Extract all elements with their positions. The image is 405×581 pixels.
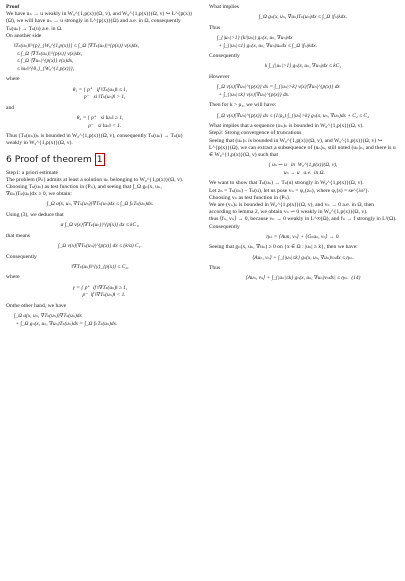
equation: α ∫_Ω v(x)|∇Tₖ(uₙ)|^{p(x)} dx ≤ kC₁, [60, 222, 140, 229]
equation: θ₂ = { p⁺ si ‖uₙ‖ ≥ 1, p⁻ si ‖uₙ‖ < 1. [76, 114, 124, 129]
paragraph: Using (3), we deduce that [6, 211, 64, 218]
paragraph: thus ⟨fₙ, vₙ⟩ → 0, because vₙ → 0 weakly in L^∞(Ω), and fₙ → f strongly in L¹(Ω). [209, 216, 397, 223]
paragraph: However [209, 73, 230, 80]
paragraph: On another side [6, 32, 42, 39]
equation: ∫_Ω v(x)|∇uₙ|^{p(x)} dx ≤ (1/ρ₂) ∫_{|uₙ|>k} gₙ(x, uₙ, ∇uₙ)dx + C₂ ≤ C₄ [217, 112, 369, 119]
paragraph: Then for k > ρ₁, we will have: [209, 102, 277, 109]
right-column [209, 4, 397, 286]
paragraph: Consequently [209, 223, 240, 230]
paragraph: Seeing that (uₙ)ₙ is bounded in W₀^{1,p(x)}(Ω, v), and W₀^{1,p(x)}(Ω, v) ↪ L^{p(x)}(Ω), we can extract a subsequence of (uₙ)ₙ, still noted (uₙ)ₙ, and there is u ∈ W₀^{1,p(x)}(Ω, v) such that [209, 137, 396, 158]
equation: ηₗₙ = ⟨Aun, vₙ⟩ + ⟨Gₙuₙ, vₙ⟩ → 0. [266, 233, 340, 240]
section-title: Proof of theorem [14, 153, 92, 165]
equation: ‖∇Tₖ(uₙ)‖^{γ}_{p(x)} ≤ C₂, [71, 263, 129, 270]
equation: { uₙ ⇀ u in W₀^{1,p(x)}(Ω, v), uₙ → u a.e. in Ω. [268, 162, 338, 176]
left-column [6, 4, 194, 331]
paragraph: Thus [209, 265, 221, 272]
equation: ∫_{|uₙ|>1} (k/|uₙ|) gₙ(x, uₙ, ∇uₙ)dx + ∫_{|uₙ|≤1} gₙ(x, uₙ, ∇uₙ)uₙdx ≤ ∫_Ω |fₙ|kdx. [217, 35, 317, 49]
paragraph: The problem (Pₙ) admits at least a solution uₙ belonging to W₀^{1,p(x)}(Ω, v). Choosing Tₖ(uₙ) as test function in (Pₙ), and seeing that ∫_Ω gₙ(x, uₙ, ∇uₙ)Tₖ(uₙ)dx ≥ 0, we obtain: [6, 176, 184, 198]
paragraph: We are (vₙ)ₙ is bounded in W₀^{1,p(x)}(Ω, v), and vₙ → 0 a.e. in Ω, then according to lemma 2, we obtain vₙ ⇀ 0 weakly in W₀^{1,p(x)}(Ω, v). [209, 201, 374, 216]
equation: ∫_Ω a(x, uₙ, ∇Tₖ(uₙ))∇Tₖ(uₙ)dx ≤ ∫_Ω fₙTₖ(uₙ)dx. [46, 201, 154, 208]
equation: k ∫_{|uₙ|>1} gₙ(x, uₙ, ∇uₙ)dx ≤ kC₁ [264, 63, 342, 70]
paragraph: Choosing vₙ as test function in (Pₙ). [209, 194, 291, 201]
paragraph: Thus [209, 24, 221, 31]
equation: ⟨Auₙ, vₙ⟩ + ∫_{|uₙ|≤k} gₙ(x, uₙ, ∇uₙ)vₙdx ≤ ηₗₙ. [252, 254, 354, 261]
equation: ∫_Ω v(x)|∇uₙ|^{p(x)} dx = ∫_{|uₙ|>k} v(x)|∇uₙ|^{p(x)} dx + ∫_{|uₙ|≤k} v(x)|∇uₙ|^{p(x)} dx. [217, 84, 340, 98]
section-heading [6, 154, 194, 166]
paragraph: Consequently [6, 253, 37, 260]
theorem-ref-link[interactable]: 1 [96, 153, 103, 165]
paragraph: We have uₙ → u weakly in W₀^{1,p(x)}(Ω, v), and W₀^{1,p(x)}(Ω, v) ↪ L^{p(x)}(Ω), we will have uₙ → u strongly in L^{p(x)}(Ω) and a.e. in Ω, consequently Tₖ(uₙ) → Tₖ(u) a.e. in Ω. [6, 11, 193, 32]
proof-label: Proof [6, 4, 20, 10]
equation: ∫_Ω gₙ(x, uₙ, ∇uₙ)Tₖ(uₙ)dx ≤ ∫_Ω |fₙ|kdx. [258, 14, 348, 21]
paragraph: We want to show that Tₖ(uₙ) → Tₖ(u) strongly in W₀^{1,p(x)}(Ω, v). [209, 180, 364, 187]
paragraph: Let zₙ = Tₖ(uₙ) − Tₖ(u), let us pose vₙ = φ₁(zₙ), where φ₁(s) = se^{λs²}. [209, 187, 370, 194]
paragraph: Seeing that gₙ(x, uₙ, ∇uₙ) ≥ 0 on {x ∈ Ω : |uₙ| ≥ k}, then we have: [209, 244, 358, 251]
equation: ‖Tₖ(uₙ)‖^{p}_{W₀^{1,p(x)}} ≤ ∫_Ω |∇Tₖ(uₙ)|^{p(x)} v(x)dx, ≤ ∫_Ω |∇Tₖ(uₙ)|^{p(x)} v(x)dx, ≤ ∫_Ω |∇uₙ|^{p(x)} v(x)dx, ≤ ‖uₙ‖^{θ₁}_{W₀^{1,p(x)}}, [14, 43, 140, 72]
equation: ∫_Ω a(x, uₙ, ∇Tₖ(uₙ))∇Tₖ(uₙ)dx + ∫_Ω gₙ(x, uₙ, ∇uₙ)Tₖ(uₙ)dx = ∫_Ω fₙTₖ(uₙ)dx. [14, 312, 118, 327]
equation: γ = { p⁺ if ‖∇Tₖ(uₙ)‖ ≥ 1, p⁻ if ‖∇Tₖ(uₙ)‖ < 1. [72, 284, 128, 299]
step-heading: Step1: a priori estimate [6, 169, 59, 176]
equation: ∫_Ω v(x)|∇Tₖ(uₙ)|^{p(x)} dx ≤ (k/α) C₁. [58, 242, 142, 249]
paragraph: and [6, 104, 15, 111]
paragraph: Thus (Tₖ(uₙ))ₙ is bounded in W₀^{1,p(x)}(Ω, v), consequently Tₖ(uₙ) → Tₖ(u) weakly in W₀^{1,p(x)}(Ω, v). [6, 133, 183, 147]
equation: ⟨Auₙ, vₙ⟩ + ∫_{|uₙ|≤k} gₙ(x, uₙ, ∇uₙ)vₙdx| ≤ ηₗₙ. (14) [245, 275, 361, 282]
paragraph: What implies [209, 4, 239, 10]
section-number: 6 [6, 153, 12, 165]
paragraph: Onthe other hand, we have [6, 302, 67, 309]
paragraph: Consequently [209, 53, 240, 60]
paragraph: What implies that a sequence (uₙ)ₙ is bounded in W₀^{1,p(x)}(Ω, v). [209, 123, 364, 130]
paragraph: where [6, 274, 20, 281]
paragraph: that means [6, 232, 31, 239]
paragraph: where [6, 76, 20, 83]
equation: θ₁ = { p⁺ if ‖Tₖ(uₙ)‖ ≤ 1, p⁻ si ‖Tₖ(uₙ)‖ > 1, [72, 86, 128, 101]
step-heading: Step2: Strong convergence of truncations [209, 130, 302, 137]
